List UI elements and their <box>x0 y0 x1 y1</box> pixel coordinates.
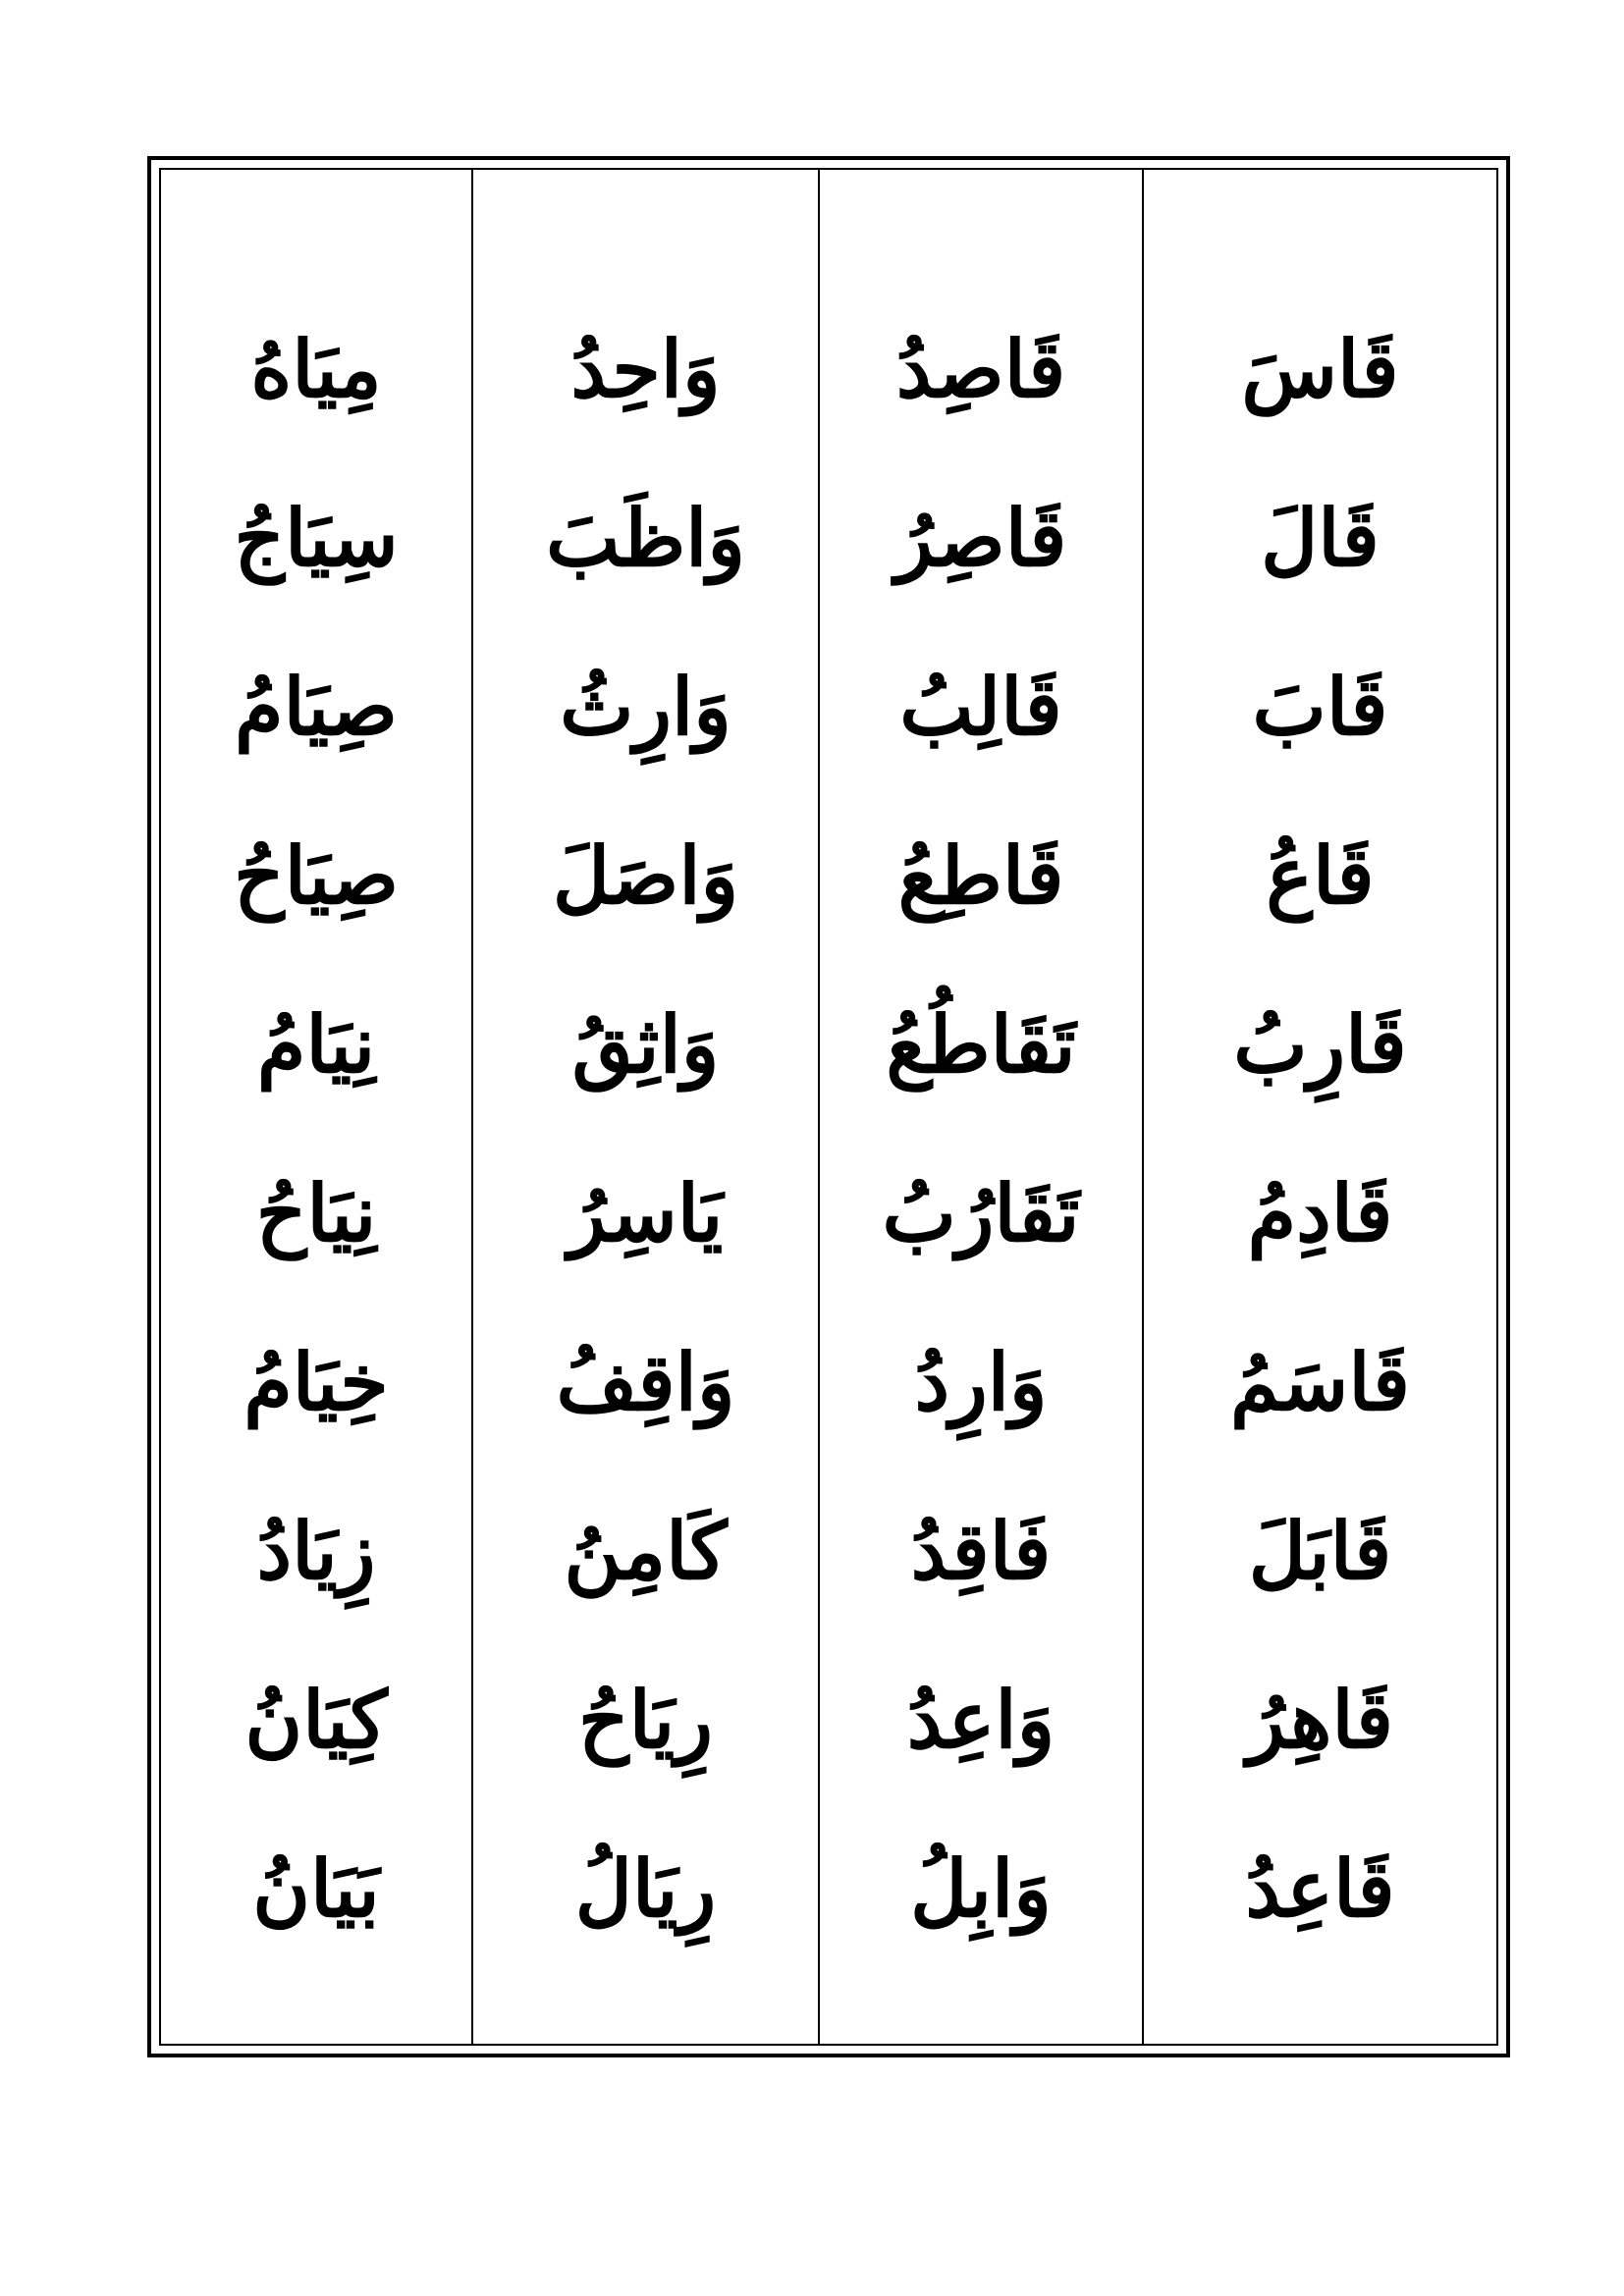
word: قَاهِرُ <box>1247 1674 1393 1766</box>
word: بَيَانُ <box>252 1842 380 1935</box>
word: رِيَاحُ <box>578 1674 713 1766</box>
word: فَاقِدُ <box>910 1505 1052 1597</box>
word: قَاصِدُ <box>895 323 1066 415</box>
word: وَاقِفُ <box>556 1336 735 1428</box>
word: وَاصَلَ <box>552 829 739 922</box>
word: وَاظَبَ <box>545 492 746 584</box>
word: نِيَامُ <box>256 998 376 1091</box>
word: سِيَاجُ <box>234 492 399 584</box>
word: قَالِبُ <box>899 661 1062 753</box>
word-column-4 <box>161 285 471 1973</box>
word: قَالَ <box>1261 492 1380 584</box>
word: قَاعُ <box>1266 829 1375 922</box>
word: قَاسَمُ <box>1230 1336 1410 1428</box>
word: صِيَاحُ <box>233 829 400 922</box>
word: وَابِلُ <box>910 1842 1052 1935</box>
word: وَاثِقُ <box>571 998 720 1091</box>
word-column-3 <box>473 285 818 1973</box>
word: قَابَلَ <box>1248 1505 1392 1597</box>
word: قَارِبُ <box>1233 998 1407 1091</box>
word: قَاعِدُ <box>1245 1842 1395 1935</box>
word: وَاعِدُ <box>906 1674 1056 1766</box>
word-column-2 <box>820 285 1142 1973</box>
word: مِيَاهُ <box>250 323 382 415</box>
word: وَارِثُ <box>560 661 731 753</box>
word: قَاصِرُ <box>894 492 1067 584</box>
word: كَامِنُ <box>564 1505 728 1597</box>
word: يَاسِرُ <box>568 1167 724 1259</box>
word: زِيَادُ <box>256 1505 376 1597</box>
word-column-1 <box>1144 285 1496 1973</box>
word: وَاحِدُ <box>570 323 721 415</box>
word: رِيَالُ <box>574 1842 717 1935</box>
word: تَقَاطُعُ <box>886 998 1076 1091</box>
word: تَقَارُبُ <box>882 1167 1080 1259</box>
word: خِيَامُ <box>244 1336 389 1428</box>
word: قَاطِعُ <box>897 829 1064 922</box>
word: نِيَاحُ <box>255 1167 377 1259</box>
word: وَارِدُ <box>914 1336 1048 1428</box>
word: صِيَامُ <box>235 661 398 753</box>
word: قَاسَ <box>1241 323 1399 415</box>
word: قَادِمُ <box>1247 1167 1393 1259</box>
word: كِيَانُ <box>244 1674 388 1766</box>
word: قَابَ <box>1252 661 1388 753</box>
